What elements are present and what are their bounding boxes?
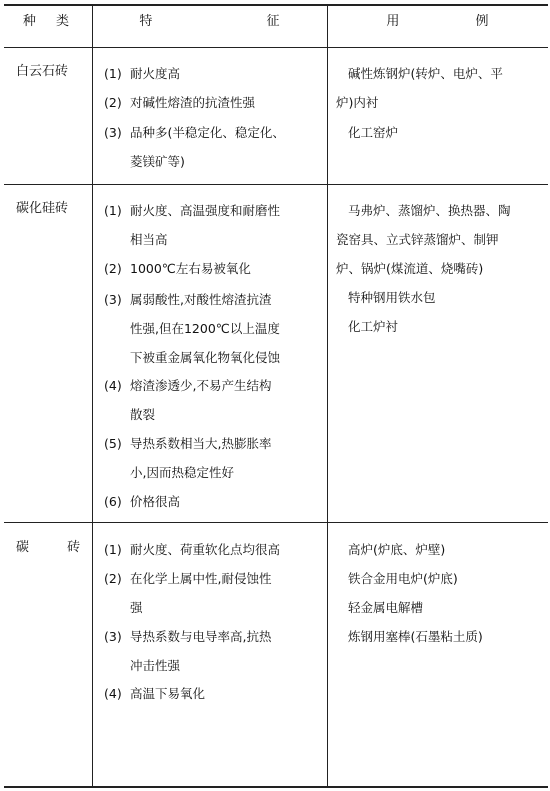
feature-text-cont: 散裂 [130, 407, 156, 422]
row-3-use-1: 高炉(炉底、炉壁) [348, 542, 446, 557]
row-1-use-1: 碱性炼钢炉(转炉、电炉、平 [348, 66, 503, 81]
row-2-use-1: 马弗炉、蒸馏炉、换热器、陶 [348, 203, 511, 218]
feature-text: 熔渣渗透少,不易产生结构 [130, 378, 272, 393]
feature-text-cont: 冲击性强 [130, 658, 181, 673]
feature-text: 高温下易氧化 [130, 686, 206, 701]
feature-number: (1) [104, 203, 122, 218]
row-3-feature-4 [104, 684, 205, 703]
feature-text: 属弱酸性,对酸性熔渣抗渣 [130, 292, 272, 307]
feature-text: 导热系数与电导率高,抗热 [130, 629, 272, 644]
row-3-type [16, 538, 80, 558]
feature-number: (2) [104, 571, 122, 586]
table-bottom-rule [4, 786, 548, 788]
column-divider-2 [327, 5, 328, 786]
row-3-feature-2 [104, 569, 271, 617]
row-2-feature-4 [104, 376, 271, 424]
feature-text-cont: 小,因而热稳定性好 [130, 465, 234, 480]
header-type [0, 12, 92, 32]
row-3-feature-3 [104, 627, 271, 675]
feature-text: 在化学上属中性,耐侵蚀性 [130, 571, 272, 586]
row-1-use-3: 化工窑炉 [348, 125, 399, 140]
row-divider-2 [4, 522, 548, 523]
feature-text: 价格很高 [130, 494, 181, 509]
feature-text: 耐火度、高温强度和耐磨性 [130, 203, 281, 218]
feature-number: (3) [104, 292, 122, 307]
feature-text: 对碱性熔渣的抗渣性强 [130, 95, 256, 110]
feature-number: (4) [104, 378, 122, 393]
feature-number: (2) [104, 95, 122, 110]
table-top-rule [4, 4, 548, 6]
row-1-feature-1 [104, 64, 180, 83]
feature-text-cont: 相当高 [130, 232, 168, 247]
feature-number: (5) [104, 436, 122, 451]
row-2-feature-1 [104, 201, 280, 249]
feature-text: 品种多(半稳定化、稳定化、 [130, 125, 285, 140]
feature-number: (4) [104, 686, 122, 701]
header-uses-label: 用 例 [386, 14, 489, 29]
column-divider-1 [92, 5, 93, 786]
row-divider-1 [4, 184, 548, 185]
row-2-feature-3 [104, 290, 280, 367]
row-2-feature-6 [104, 492, 180, 511]
row-3-feature-1 [104, 540, 280, 559]
row-1-use-2: 炉)内衬 [336, 95, 379, 110]
row-3-use-4: 炼钢用塞棒(石墨粘土质) [348, 629, 483, 644]
row-2-use-2: 瓷窑具、立式锌蒸馏炉、制钾 [336, 232, 499, 247]
header-bottom-rule [4, 47, 548, 48]
row-2-feature-5 [104, 434, 271, 482]
header-uses [327, 12, 548, 32]
feature-text: 1000℃左右易被氧化 [130, 261, 251, 276]
feature-number: (3) [104, 125, 122, 140]
row-1-type: 白云石砖 [16, 64, 69, 79]
header-features-label: 特 征 [139, 14, 280, 29]
feature-text-cont: 性强,但在1200℃以上温度 [130, 321, 280, 336]
feature-text-cont: 下被重金属氧化物氧化侵蚀 [130, 350, 281, 365]
row-1-feature-3 [104, 123, 285, 171]
feature-text: 耐火度高 [130, 66, 181, 81]
feature-text: 耐火度、荷重软化点均很高 [130, 542, 281, 557]
row-3-use-2: 铁合金用电炉(炉底) [348, 571, 458, 586]
feature-number: (2) [104, 261, 122, 276]
feature-number: (6) [104, 494, 122, 509]
row-2-use-5: 化工炉衬 [348, 319, 399, 334]
row-1-feature-2 [104, 93, 255, 112]
feature-number: (1) [104, 66, 122, 81]
feature-number: (3) [104, 629, 122, 644]
header-type-label: 种 类 [22, 14, 70, 29]
row-2-feature-2 [104, 259, 251, 278]
header-features [92, 12, 327, 32]
feature-number: (1) [104, 542, 122, 557]
feature-text-cont: 菱镁矿等) [130, 154, 185, 169]
row-3-type-label: 碳 砖 [16, 540, 81, 555]
feature-text-cont: 强 [130, 600, 143, 615]
row-2-use-4: 特种钢用铁水包 [348, 290, 436, 305]
row-2-type: 碳化硅砖 [16, 201, 69, 216]
row-2-use-3: 炉、锅炉(煤流道、烧嘴砖) [336, 261, 484, 276]
feature-text: 导热系数相当大,热膨胀率 [130, 436, 272, 451]
row-3-use-3: 轻金属电解槽 [348, 600, 424, 615]
